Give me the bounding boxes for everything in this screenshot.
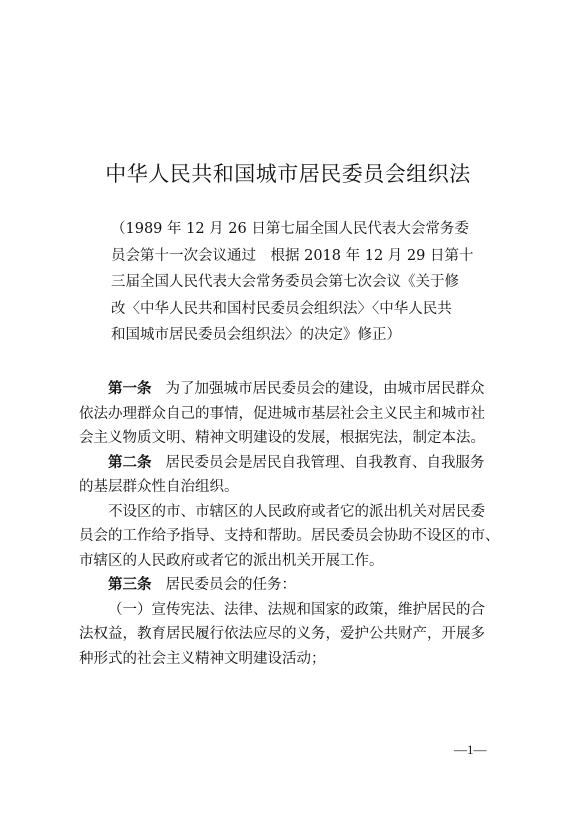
preamble-line: 改〈中华人民共和国村民委员会组织法〉〈中华人民共 bbox=[111, 300, 452, 317]
article-text: 市辖区的人民政府或者它的派出机关开展工作。 bbox=[79, 552, 384, 569]
article-text: （一）宣传宪法、法律、法规和国家的政策，维护居民的合 bbox=[108, 601, 485, 618]
article-text: 依法办理群众自己的事情，促进城市基层社会主义民主和城市社 bbox=[79, 405, 485, 422]
article-text: 员会的工作给予指导、支持和帮助。居民委员会协助不设区的市、 bbox=[79, 528, 499, 544]
document-title: 中华人民共和国城市居民委员会组织法 bbox=[105, 162, 471, 186]
preamble-line: （1989 年 12 月 26 日第七届全国人民代表大会常务委 bbox=[111, 221, 469, 237]
page-number: —1— bbox=[454, 742, 487, 757]
preamble-line: 和国城市居民委员会组织法〉的决定》修正） bbox=[111, 327, 401, 343]
article-text: 居民委员会的任务： bbox=[165, 577, 296, 593]
article-text: 居民委员会是居民自我管理、自我教育、自我服务 bbox=[165, 454, 485, 471]
article-text: 为了加强城市居民委员会的建设，由城市居民群众 bbox=[165, 381, 485, 397]
article-label: 第二条 bbox=[108, 454, 152, 471]
article-3-item-1 bbox=[79, 598, 499, 672]
article-text: 种形式的社会主义精神文明建设活动； bbox=[79, 650, 326, 667]
preamble bbox=[111, 216, 481, 349]
preamble-line: 三届全国人民代表大会常务委员会第七次会议《关于修 bbox=[111, 274, 459, 290]
article-2-paragraph-2 bbox=[79, 500, 499, 574]
article-label: 第三条 bbox=[108, 577, 152, 593]
article-1 bbox=[79, 377, 499, 451]
article-text: 不设区的市、市辖区的人民政府或者它的派出机关对居民委 bbox=[108, 503, 485, 520]
article-2 bbox=[79, 451, 499, 500]
article-text: 的基层群众性自治组织。 bbox=[79, 479, 239, 495]
preamble-line: 员会第十一次会议通过 根据 2018 年 12 月 29 日第十 bbox=[111, 247, 474, 264]
article-label: 第一条 bbox=[108, 381, 152, 397]
article-text: 会主义物质文明、精神文明建设的发展，根据宪法，制定本法。 bbox=[79, 430, 485, 446]
article-3 bbox=[79, 573, 499, 598]
article-text: 法权益，教育居民履行依法应尽的义务，爱护公共财产，开展多 bbox=[79, 626, 485, 642]
document-body bbox=[79, 377, 499, 671]
